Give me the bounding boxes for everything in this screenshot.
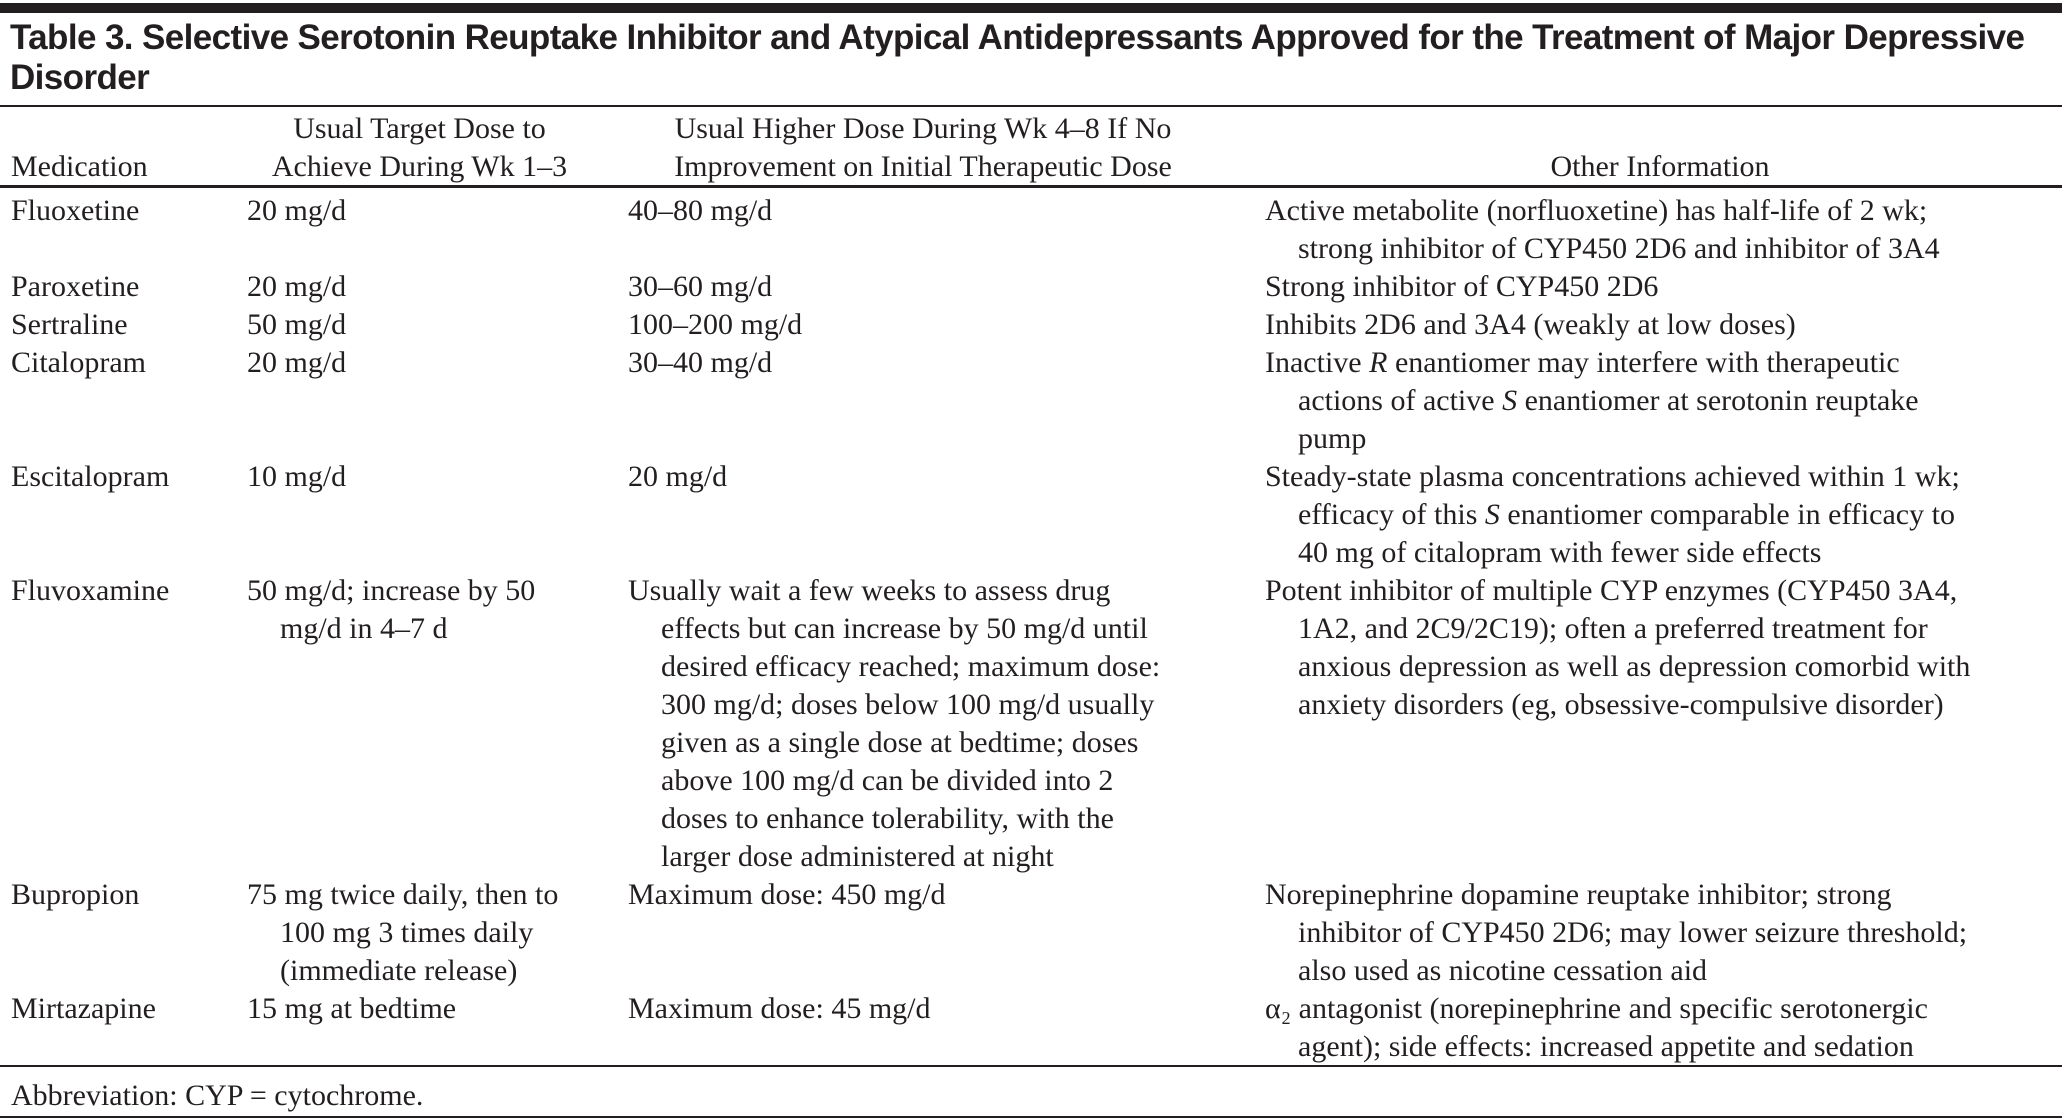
table-row [11,268,2055,306]
header-text: Improvement on Initial Therapeutic Dose [674,150,1172,183]
cell-line: (immediate release) [280,954,518,987]
cell-line: Bupropion [11,878,140,911]
cell-target [247,306,628,344]
header-higher-dose [628,110,1218,186]
cell-line: Fluvoxamine [11,574,170,607]
cell-line: 30–60 mg/d [628,270,773,303]
cell-medication [11,268,247,306]
cell-line: 15 mg at bedtime [247,992,457,1025]
cell-line: 40 mg of citalopram with fewer side effects [1298,536,1822,569]
cell-line: agent); side effects: increased appetite and sedation [1298,1030,1914,1063]
cell-line: 10 mg/d [247,460,347,493]
cell-higher [628,572,1265,876]
cell-line: Citalopram [11,346,146,379]
cell-line: pump [1298,422,1367,455]
cell-line: anxious depression as well as depression comorbid with [1298,650,1971,683]
cell-line: Active metabolite (norfluoxetine) has half-life of 2 wk; [1265,194,1928,227]
cell-target [247,458,628,572]
header-text: Achieve During Wk 1–3 [271,150,568,183]
cell-medication [11,192,247,268]
header-text: Usual Higher Dose During Wk 4–8 If No [674,112,1172,145]
footnote-rule [0,1116,2062,1118]
cell-line: effects but can increase by 50 mg/d until [661,612,1148,645]
cell-higher [628,344,1265,458]
cell-higher [628,876,1265,990]
cell-line: Inhibits 2D6 and 3A4 (weakly at low doses) [1265,308,1796,341]
cell-line: given as a single dose at bedtime; doses [661,726,1139,759]
cell-target [247,192,628,268]
cell-line: Strong inhibitor of CYP450 2D6 [1265,270,1659,303]
cell-line: 50 mg/d; increase by 50 [247,574,536,607]
cell-line: Mirtazapine [11,992,156,1025]
cell-line: 20 mg/d [628,460,728,493]
cell-info [1265,306,2055,344]
cell-info [1265,876,2055,990]
cell-line: Steady-state plasma concentrations achieved within 1 wk; [1265,460,1960,493]
top-bar [0,3,2062,13]
cell-line: 300 mg/d; doses below 100 mg/d usually [661,688,1155,721]
title-line: Disorder [10,58,150,97]
header-text: Other Information [1550,150,1770,183]
cell-info [1265,572,2055,876]
cell-line: larger dose administered at night [661,840,1054,873]
cell-info [1265,344,2055,458]
cell-line: also used as nicotine cessation aid [1298,954,1708,987]
table-title [10,18,2060,98]
cell-line: 1A2, and 2C9/2C19); often a preferred treatment for [1298,612,1928,645]
cell-target [247,268,628,306]
cell-line: α₂ antagonist (norepinephrine and specific serotonergic [1265,992,1928,1025]
cell-line: Paroxetine [11,270,140,303]
cell-line: Maximum dose: 45 mg/d [628,992,931,1025]
cell-line: strong inhibitor of CYP450 2D6 and inhibitor of 3A4 [1298,232,1940,265]
cell-line: inhibitor of CYP450 2D6; may lower seizure threshold; [1298,916,1968,949]
cell-info [1265,192,2055,268]
table-bottom-rule [0,1065,2062,1067]
cell-medication [11,458,247,572]
cell-line: Potent inhibitor of multiple CYP enzymes (CYP450 3A4, [1265,574,1958,607]
title-rule [0,105,2062,107]
cell-line: Sertraline [11,308,128,341]
cell-line: 30–40 mg/d [628,346,773,379]
table-row [11,990,2055,1066]
title-line: Table 3. Selective Serotonin Reuptake Inhibitor and Atypical Antidepressants Approved for the Treatment of Major Depressive [10,18,2025,57]
medication-table [11,192,2055,1066]
cell-higher [628,192,1265,268]
cell-medication [11,572,247,876]
cell-higher [628,458,1265,572]
cell-line: Usually wait a few weeks to assess drug [628,574,1111,607]
cell-info [1265,990,2055,1066]
cell-line: mg/d in 4–7 d [280,612,448,645]
table-row [11,876,2055,990]
cell-medication [11,876,247,990]
header-rule [0,185,2062,188]
footnote: Abbreviation: CYP = cytochrome. [11,1079,424,1112]
header-text: Usual Target Dose to [293,112,546,145]
cell-line: 100–200 mg/d [628,308,803,341]
cell-medication [11,990,247,1066]
cell-line: doses to enhance tolerability, with the [661,802,1114,835]
cell-line: 40–80 mg/d [628,194,773,227]
cell-line: Maximum dose: 450 mg/d [628,878,946,911]
table-row [11,306,2055,344]
cell-target [247,990,628,1066]
cell-target [247,344,628,458]
cell-line: 75 mg twice daily, then to [247,878,559,911]
table-row [11,192,2055,268]
cell-medication [11,306,247,344]
cell-higher [628,306,1265,344]
cell-line: Fluoxetine [11,194,140,227]
cell-line: 20 mg/d [247,346,347,379]
cell-higher [628,990,1265,1066]
cell-info [1265,458,2055,572]
header-text: Medication [11,150,148,183]
table-row [11,572,2055,876]
cell-line: desired efficacy reached; maximum dose: [661,650,1161,683]
cell-line: 20 mg/d [247,194,347,227]
cell-medication [11,344,247,458]
cell-target [247,876,628,990]
header-target-dose [247,110,592,186]
cell-line: efficacy of this S enantiomer comparable in efficacy to [1298,498,1955,531]
cell-info [1265,268,2055,306]
cell-line: actions of active S enantiomer at serotonin reuptake [1298,384,1919,417]
cell-line: 50 mg/d [247,308,347,341]
table-row [11,344,2055,458]
cell-line: Inactive R enantiomer may interfere with therapeutic [1265,346,1900,379]
cell-target [247,572,628,876]
table-row [11,458,2055,572]
cell-line: Norepinephrine dopamine reuptake inhibitor; strong [1265,878,1892,911]
cell-line: anxiety disorders (eg, obsessive-compulsive disorder) [1298,688,1944,721]
cell-line: Escitalopram [11,460,170,493]
cell-higher [628,268,1265,306]
cell-line: above 100 mg/d can be divided into 2 [661,764,1114,797]
cell-line: 20 mg/d [247,270,347,303]
cell-line: 100 mg 3 times daily [280,916,534,949]
